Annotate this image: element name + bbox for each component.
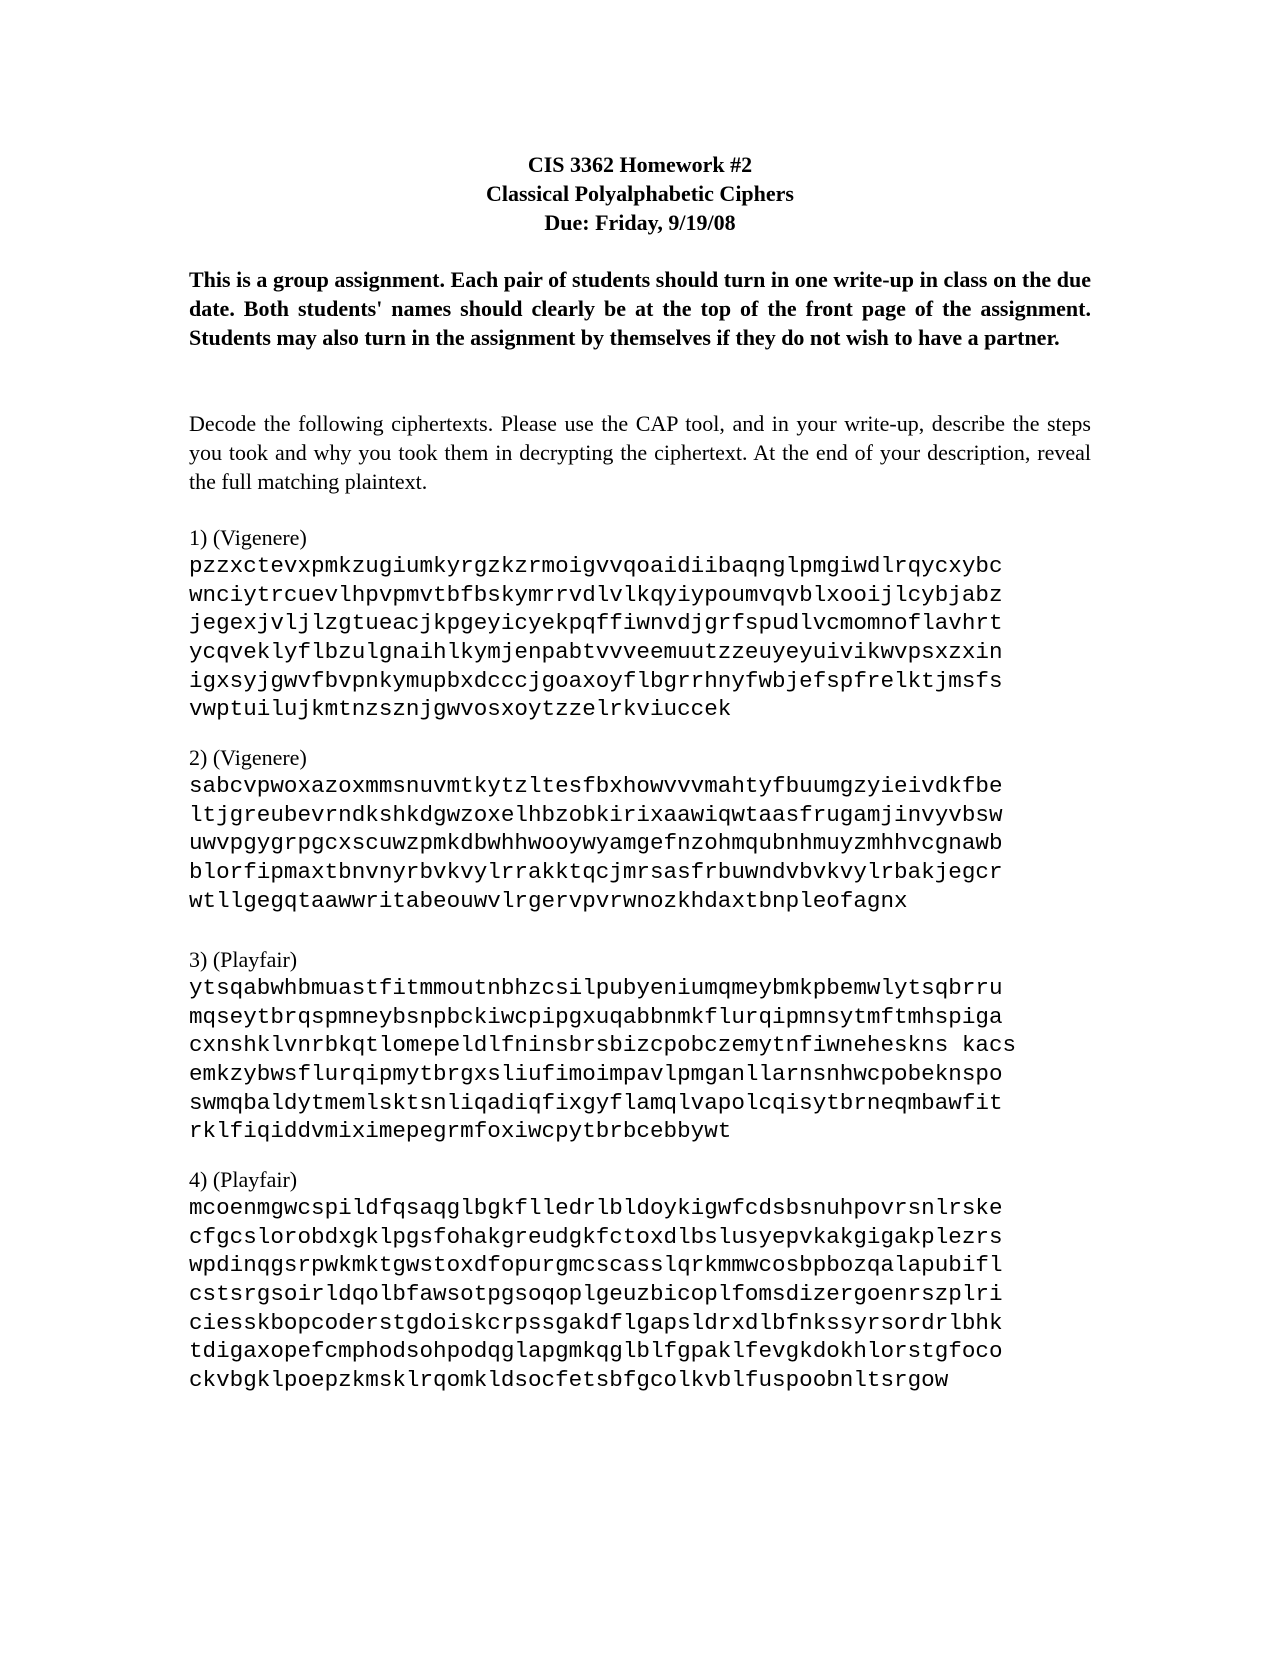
ciphertext-line: jegexjvljlzgtueacjkpgeyicyekpqffiwnvdjgrfspudlvcmomnoflavhrt	[189, 610, 1003, 637]
ciphertext-line: cfgcslorobdxgklpgsfohakgreudgkfctoxdlbslusyepvkakgigakplezrs	[189, 1223, 1003, 1250]
instructions-paragraph: Decode the following ciphertexts. Please use the CAP tool, and in your write-up, describe the steps you took and why you took them in decrypting the ciphertext. At the end of your description, reveal the full matching plaintext.	[189, 411, 1091, 494]
ciphertext-line: vwptuilujkmtnzsznjgwvosxoytzzelrkviuccek	[189, 696, 732, 723]
problem-2	[189, 744, 1109, 915]
title-block	[0, 150, 1280, 237]
ciphertext-line: igxsyjgwvfbvpnkymupbxdcccjgoaxoyflbgrrhnyfwbjefspfrelktjmsfs	[189, 667, 1003, 694]
ciphertext-line: pzzxctevxpmkzugiumkyrgzkzrmoigvvqoaidiibaqnglpmgiwdlrqycxybc	[189, 553, 1003, 579]
ciphertext-line: ckvbgklpoepzkmsklrqomkldsocfetsbfgcolkvblfuspoobnltsrgow	[189, 1367, 949, 1394]
due-date: Due: Friday, 9/19/08	[544, 210, 736, 235]
ciphertext-line: wnciytrcuevlhpvpmvtbfbskymrrvdlvlkqyiypoumvqvblxooijlcybjabz	[189, 581, 1003, 608]
ciphertext-line: cxnshklvnrbkqtlomepeldlfninsbrsbizcpobczemytnfiwneheskns kacs	[189, 1032, 1017, 1059]
ciphertext-line: uwvpgygrpgcxscuwzpmkdbwhhwooywyamgefnzohmqubnhmuyzmhhvcgnawb	[189, 830, 1003, 857]
ciphertext-line: wtllgegqtaawwritabeouwvlrgervpvrwnozkhdaxtbnpleofagnx	[189, 887, 908, 914]
problem-label: 1) (Vigenere)	[189, 525, 307, 550]
ciphertext-line: mcoenmgwcspildfqsaqglbgkflledrlbldoykigwfcdsbsnuhpovrsnlrske	[189, 1195, 1003, 1221]
ciphertext-line: emkzybwsflurqipmytbrgxsliufimoimpavlpmganllarnsnhwcpobeknspo	[189, 1061, 1003, 1088]
ciphertext-line: rklfiqiddvmiximepegrmfoxiwcpytbrbcebbywt	[189, 1118, 732, 1145]
ciphertext-line: ytsqabwhbmuastfitmmoutnbhzcsilpubyeniumqmeybmkpbemwlytsqbrru	[189, 975, 1003, 1001]
problem-4	[189, 1166, 1109, 1395]
ciphertext-line: mqseytbrqspmneybsnpbckiwcpipgxuqabbnmkflurqipmnsytmftmhspiga	[189, 1003, 1003, 1030]
problem-label: 3) (Playfair)	[189, 947, 298, 972]
ciphertext-line: sabcvpwoxazoxmmsnuvmtkytzltesfbxhowvvvmahtyfbuumgzyieivdkfbe	[189, 773, 1003, 799]
problem-3	[189, 946, 1109, 1146]
assignment-subtitle: Classical Polyalphabetic Ciphers	[485, 181, 794, 206]
ciphertext-line: blorfipmaxtbnvnyrbvkvylrrakktqcjmrsasfrbuwndvbvkvylrbakjegcr	[189, 859, 1003, 886]
group-assignment-notice: This is a group assignment. Each pair of students should turn in one write-up in class on the due date. Both students' names should clearly be at the top of the front page of the assignment. Students may also turn in the assignment by themselves if they do not wish to have a partner.	[189, 267, 1091, 350]
ciphertext-line: swmqbaldytmemlsktsnliqadiqfixgyflamqlvapolcqisytbrneqmbawfit	[189, 1089, 1003, 1116]
course-title: CIS 3362 Homework #2	[527, 152, 753, 177]
problem-1	[189, 524, 1109, 724]
ciphertext-line: tdigaxopefcmphodsohpodqglapgmkqglblfgpaklfevgkdokhlorstgfoco	[189, 1338, 1003, 1365]
ciphertext-line: ltjgreubevrndkshkdgwzoxelhbzobkirixaawiqwtaasfrugamjinvyvbsw	[189, 801, 1003, 828]
ciphertext-line: wpdinqgsrpwkmktgwstoxdfopurgmcscasslqrkmmwcosbpbozqalapubifl	[189, 1252, 1003, 1279]
problem-label: 2) (Vigenere)	[189, 745, 307, 770]
ciphertext-line: ycqveklyflbzulgnaihlkymjenpabtvvveemuutzzeuyeyuivikwvpsxzxin	[189, 639, 1003, 666]
ciphertext-line: ciesskbopcoderstgdoiskcrpssgakdflgapsldrxdlbfnkssyrsordrlbhk	[189, 1309, 1003, 1336]
ciphertext-line: cstsrgsoirldqolbfawsotpgsoqoplgeuzbicoplfomsdizergoenrszplri	[189, 1281, 1003, 1308]
problem-label: 4) (Playfair)	[189, 1167, 298, 1192]
